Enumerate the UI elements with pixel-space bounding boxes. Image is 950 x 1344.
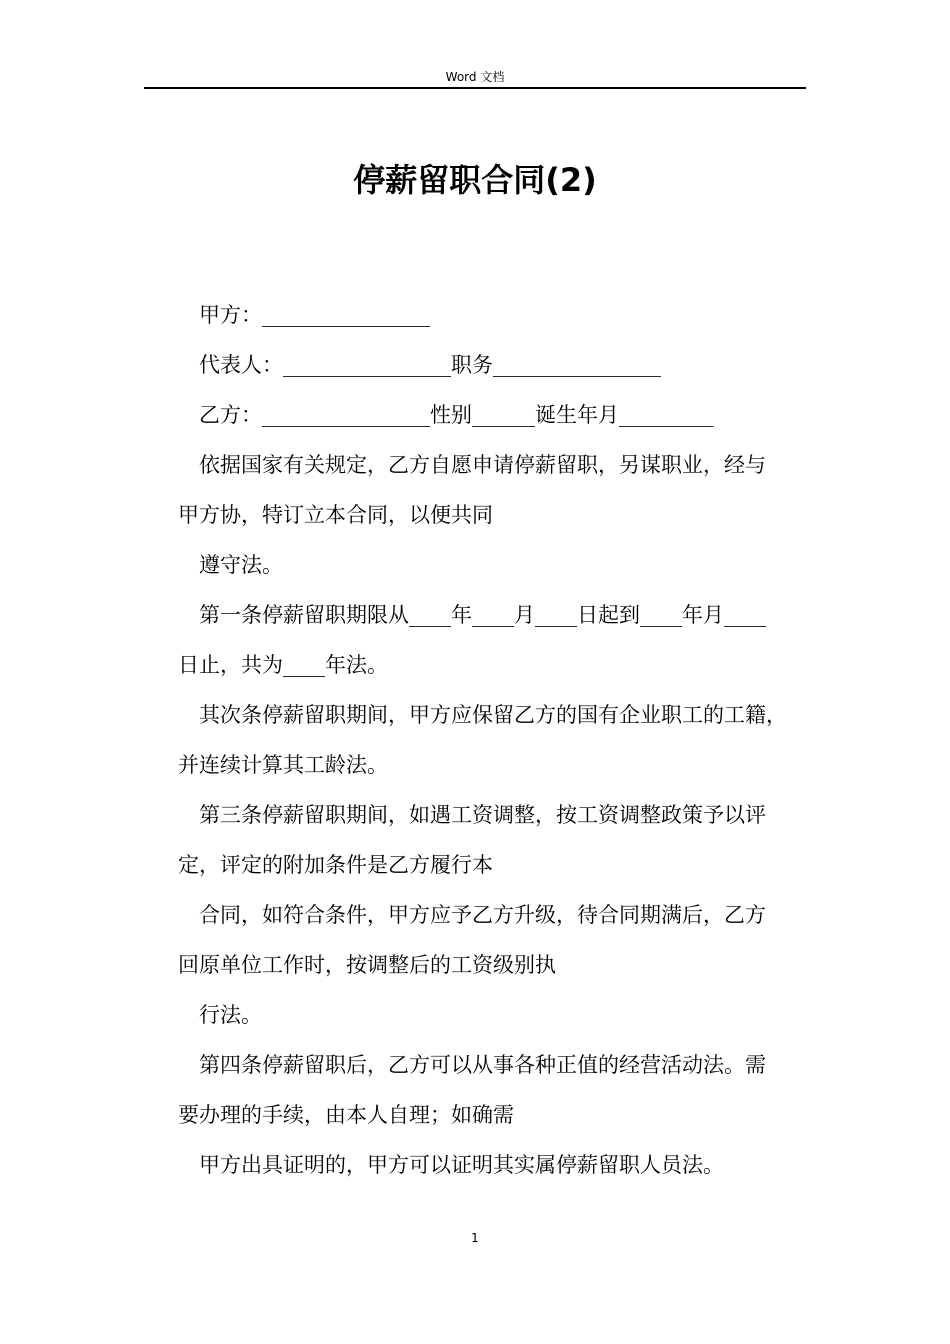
page-number: 1 bbox=[471, 1231, 479, 1245]
paragraph-line: 甲方：________________ bbox=[199, 303, 430, 327]
paragraph-line: 代表人：________________职务________________ bbox=[199, 353, 661, 377]
paragraph-line: 回原单位工作时，按调整后的工资级别执 bbox=[178, 953, 556, 977]
paragraph-line: 日止，共为____年法。 bbox=[178, 653, 388, 677]
paragraph-line: 甲方协，特订立本合同，以便共同 bbox=[178, 503, 493, 527]
page-header-text: Word 文档 bbox=[445, 70, 505, 84]
paragraph-line: 定，评定的附加条件是乙方履行本 bbox=[178, 853, 493, 877]
paragraph-line: 第一条停薪留职期限从____年____月____日起到____年月____ bbox=[199, 603, 766, 627]
document-title: 停薪留职合同(2) bbox=[353, 161, 597, 199]
paragraph-line: 第四条停薪留职后，乙方可以从事各种正值的经营活动法。需 bbox=[199, 1053, 766, 1077]
paragraph-line: 行法。 bbox=[199, 1003, 262, 1027]
paragraph-line: 乙方：________________性别______诞生年月_________ bbox=[199, 403, 714, 427]
paragraph-line: 合同，如符合条件，甲方应予乙方升级，待合同期满后，乙方 bbox=[199, 903, 766, 927]
paragraph-line: 并连续计算其工龄法。 bbox=[178, 753, 388, 777]
paragraph-line: 遵守法。 bbox=[199, 553, 283, 577]
paragraph-line: 第三条停薪留职期间，如遇工资调整，按工资调整政策予以评 bbox=[199, 803, 766, 827]
paragraph-line: 要办理的手续，由本人自理；如确需 bbox=[178, 1103, 514, 1127]
paragraph-line: 其次条停薪留职期间，甲方应保留乙方的国有企业职工的工籍， bbox=[199, 703, 787, 727]
header-rule bbox=[144, 87, 806, 89]
paragraph-line: 甲方出具证明的，甲方可以证明其实属停薪留职人员法。 bbox=[199, 1153, 724, 1177]
paragraph-line: 依据国家有关规定，乙方自愿申请停薪留职，另谋职业，经与 bbox=[199, 453, 766, 477]
